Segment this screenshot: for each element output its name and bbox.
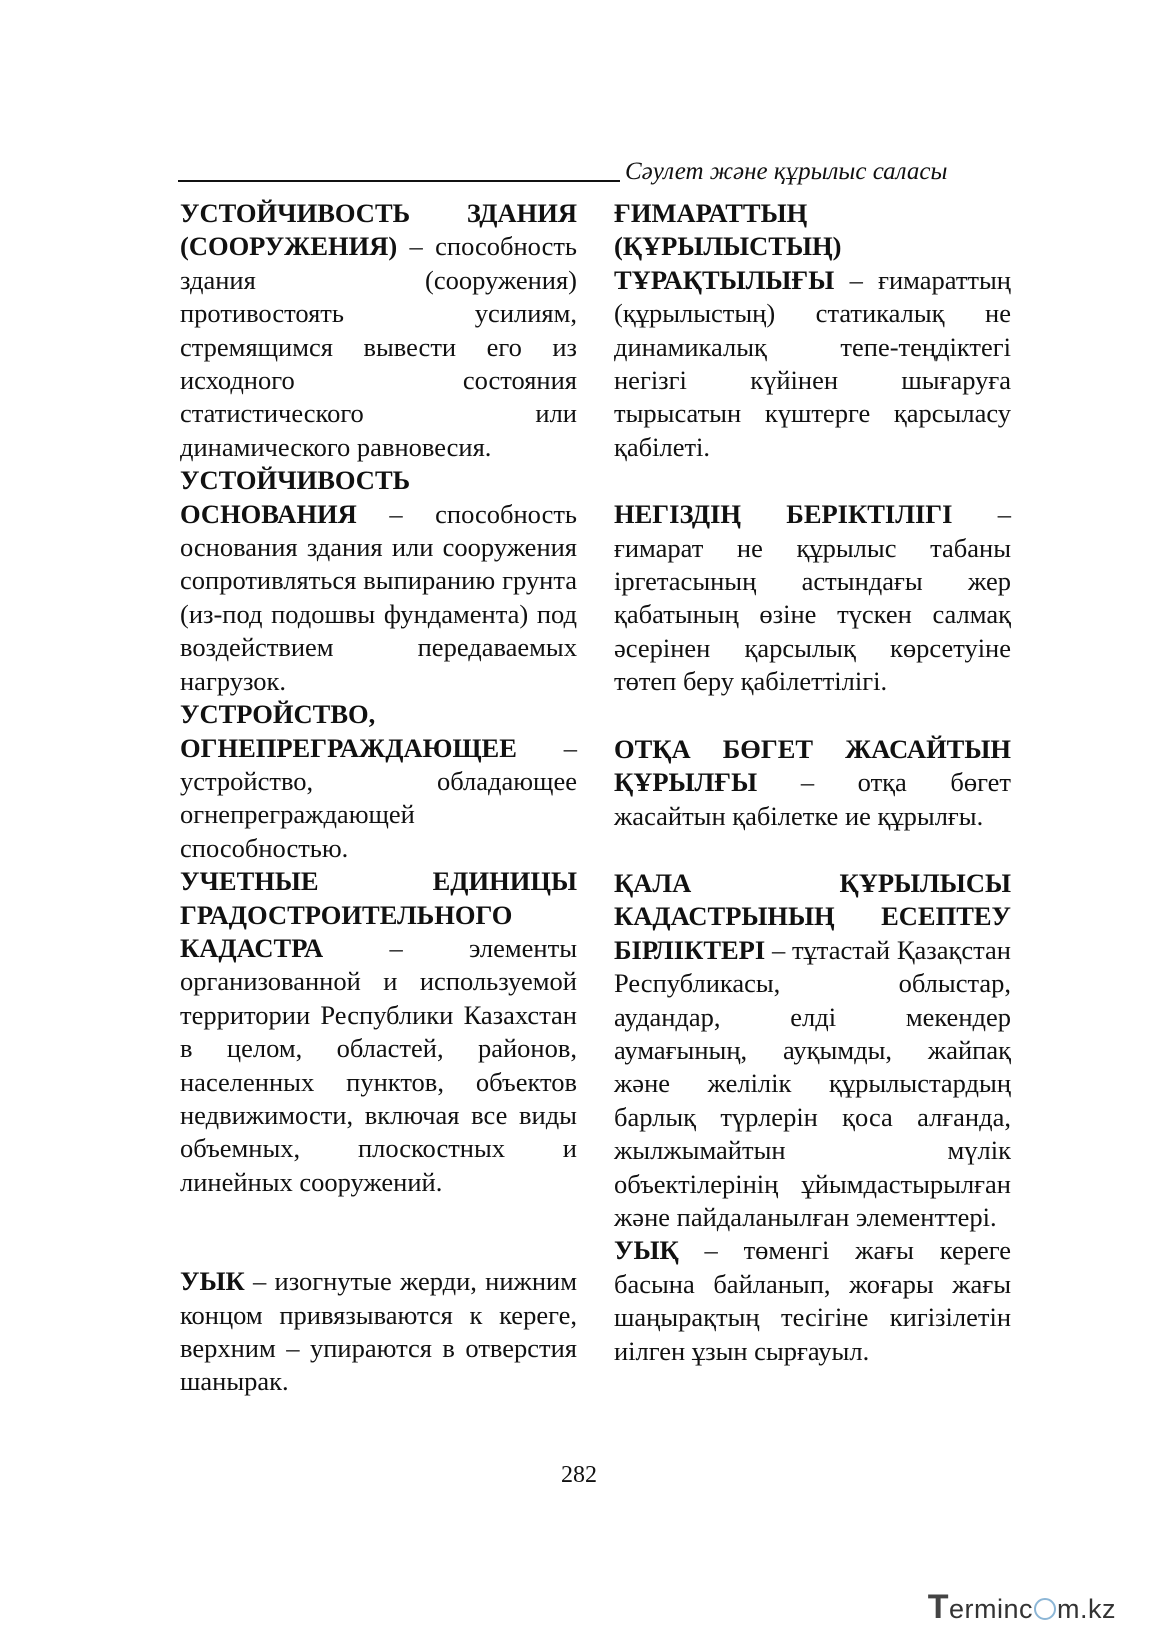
logo-text-part1: erminc [948,1594,1033,1624]
entry-term: УЫҚ [614,1235,679,1266]
left-column [180,197,577,1399]
entry-term: УСТОЙЧИВОСТЬ ЗДАНИЯ (СООРУЖЕНИЯ) [180,198,577,262]
entry-left-5 [180,1265,577,1399]
entry-term: НЕГІЗДІҢ БЕРІКТІЛІГІ [614,499,953,530]
watermark-logo [928,1588,1116,1627]
entry-term: УСТОЙЧИВОСТЬ ОСНОВАНИЯ [180,465,411,529]
entry-left-4 [180,865,577,1199]
logo-text-part2: m.kz [1057,1594,1116,1624]
entry-definition: – изогнутые жерди, нижним концом привязываются к кереге, верхним – упираются в отверстия шанырак. [180,1266,577,1397]
entry-definition: – отқа бөгет жасайтын қабілетке ие құрылғы. [614,767,1011,831]
entry-left-1 [180,197,577,464]
entry-left-2 [180,464,577,698]
entry-term: ОТҚА БӨГЕТ ЖАСАЙТЫН ҚҰРЫЛҒЫ [614,733,1011,798]
entry-right-1 [614,197,1011,464]
page-number: 282 [561,1462,597,1488]
entry-term: ҚАЛА ҚҰРЫЛЫСЫ КАДАСТРЫНЫҢ ЕСЕПТЕУ БІРЛІКТЕРІ [614,867,1011,965]
spacer [614,464,1011,498]
entry-definition: – способность здания (сооружения) противостоять усилиям, стремящимся вывести его из исходного состояния статистического или динамического равновесия. [180,231,577,462]
entry-definition: – элементы организованной и используемой территории Республики Казахстан в целом, областей, районов, населенных пунктов, объектов недвижимости, включая все виды объемных, плоскостных и линейных сооружений. [180,932,577,1197]
entry-right-4 [614,867,1011,1234]
right-column [614,197,1011,1368]
entry-term: УЫК [180,1266,245,1297]
entry-right-2 [614,498,1011,698]
entry-definition: – устройство, обладающее огнепреграждающей способностью. [180,732,577,863]
entry-definition: – тұтастай Қазақстан Республикасы, облыстар, аудандар, елді мекендер аумағының, ауқымды, жайпақ және желілік құрылыстардың барлық түрлерін қоса алғанда, жылжымайтын мүлік объектілерінің ұйымдастырылған және пайдаланылған элементтері. [614,934,1011,1232]
running-header: Сәулет және құрылыс саласы [625,158,948,185]
entry-term: УСТРОЙСТВО, ОГНЕПРЕГРАЖДАЮЩЕЕ [180,699,517,763]
header-rule [178,180,620,182]
entry-right-3 [614,733,1011,833]
spacer [614,833,1011,867]
search-ring-icon [1034,1598,1056,1620]
entry-definition: – ғимарат не құрылыс табаны іргетасының астындағы жер қабатының өзіне түскен салмақ әсерінен қарсылық көрсетуіне төтеп беру қабілеттілігі. [614,499,1011,697]
entry-definition: – способность основания здания или сооружения сопротивляться выпиранию грунта (из-под подошвы фундамента) под воздействием передаваемых нагрузок. [180,498,577,696]
entry-right-5 [614,1234,1011,1368]
spacer [614,699,1011,733]
entry-definition: – төменгі жағы кереге басына байланып, жоғары жағы шаңырақтың тесігіне кигізілетін иілген ұзын сырғауыл. [614,1235,1011,1366]
entry-definition: – ғимараттың (құрылыстың) статикалық не динамикалық тепе-теңдіктегі негізгі күйінен шығаруға тырысатын күштерге қарсыласу қабілеті. [614,264,1011,462]
entry-term: УЧЕТНЫЕ ЕДИНИЦЫ ГРАДОСТРОИТЕЛЬНОГО КАДАСТРА [180,866,577,963]
logo-initial: T [927,1588,949,1626]
entry-left-3 [180,698,577,865]
entry-term: ҒИМАРАТТЫҢ (ҚҰРЫЛЫСТЫҢ) ТҰРАҚТЫЛЫҒЫ [614,198,842,295]
spacer [180,1199,577,1265]
